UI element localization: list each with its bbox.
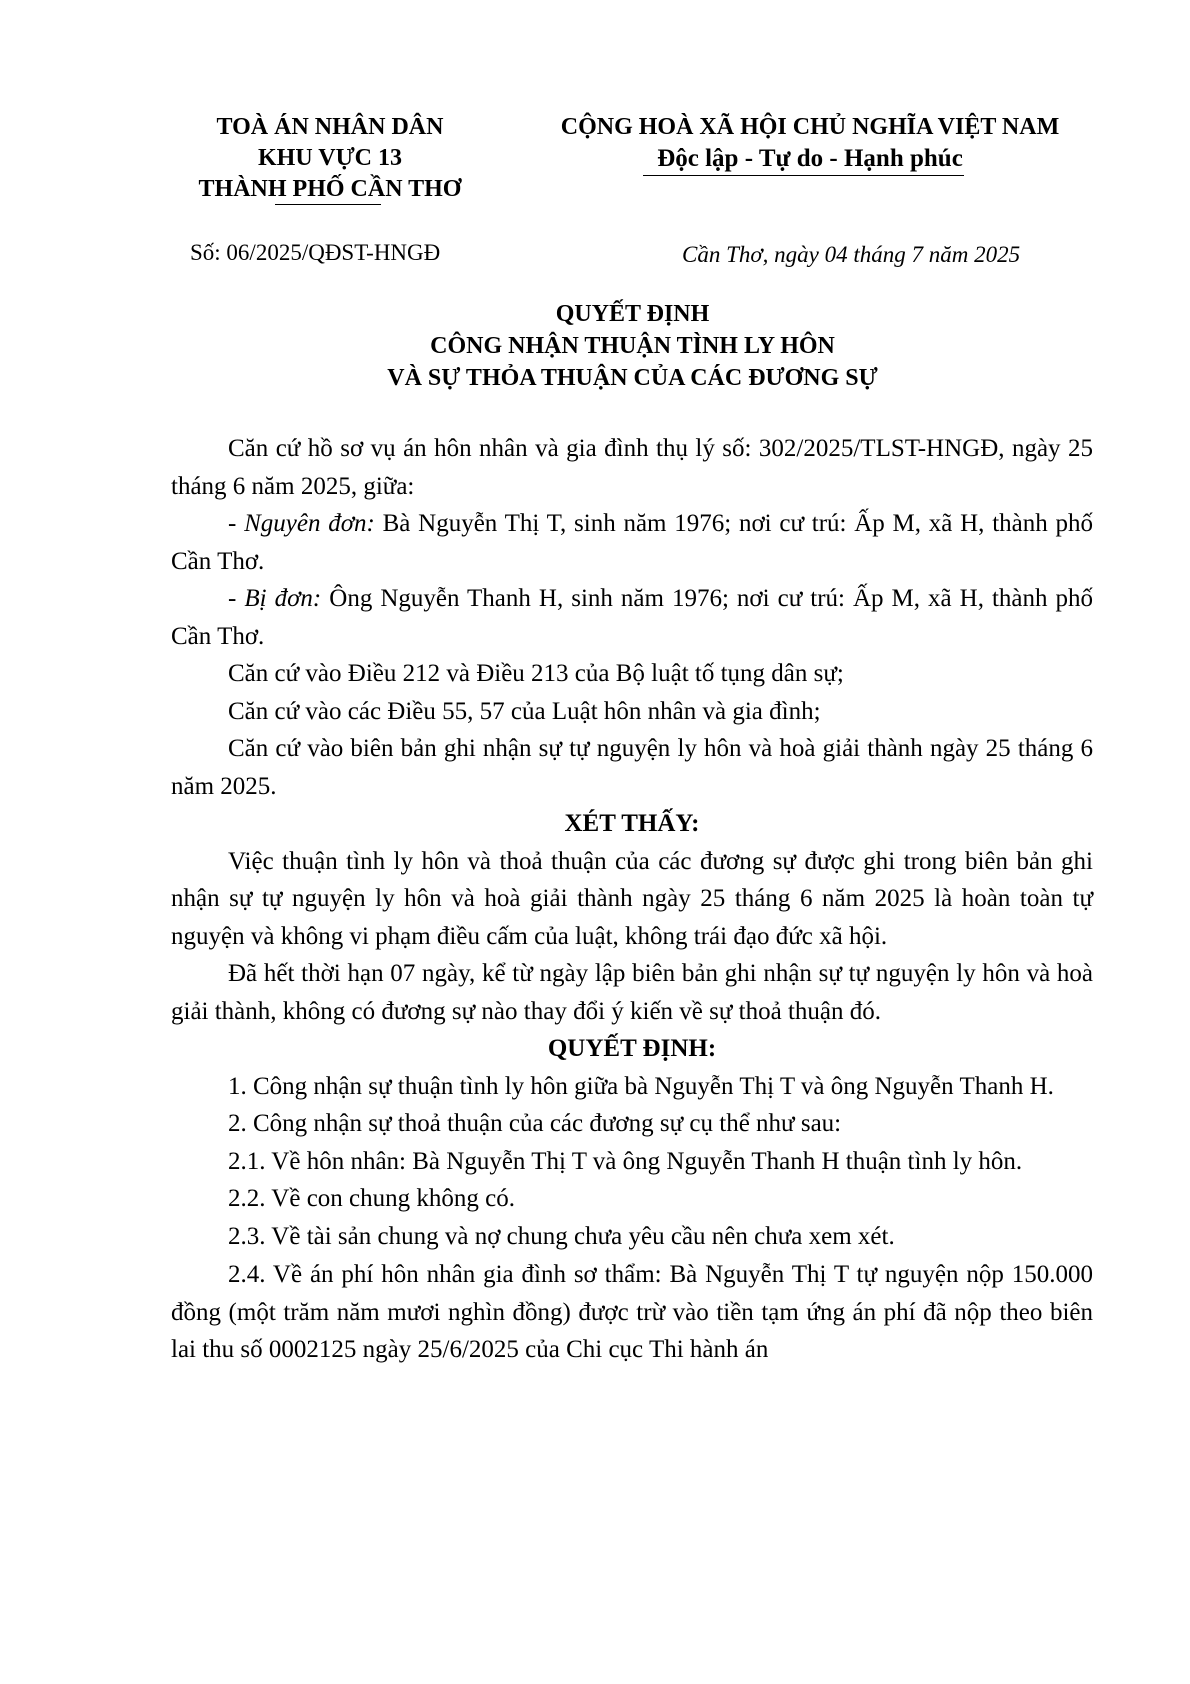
national-header bbox=[530, 112, 1090, 174]
title-line-3: VÀ SỰ THỎA THUẬN CỦA CÁC ĐƯƠNG SỰ bbox=[387, 365, 878, 391]
findings-heading: XÉT THẤY: bbox=[564, 810, 700, 837]
nation-name: CỘNG HOÀ XÃ HỘI CHỦ NGHĨA VIỆT NAM bbox=[560, 114, 1060, 140]
defendant-label: Bị đơn: bbox=[244, 585, 322, 612]
place-date: Cần Thơ, ngày 04 tháng 7 năm 2025 bbox=[682, 242, 1021, 267]
decision-item-1: 1. Công nhận sự thuận tình ly hôn giữa bà Nguyễn Thị T và ông Nguyễn Thanh H. bbox=[228, 1072, 1054, 1100]
national-motto: Độc lập - Tự do - Hạnh phúc bbox=[657, 145, 963, 172]
defendant-paragraph: - Bị đơn: Ông Nguyễn Thanh H, sinh năm 1976; nơi cư trú: Ấp M, xã H, thành phố Cần Thơ. bbox=[171, 585, 1094, 650]
court-city: THÀNH PHỐ CẦN THƠ bbox=[198, 176, 462, 202]
decision-item-2-1: 2.1. Về hôn nhân: Bà Nguyễn Thị T và ông Nguyễn Thanh H thuận tình ly hôn. bbox=[228, 1147, 1023, 1175]
document-body bbox=[171, 430, 1093, 1369]
motto-underline bbox=[643, 175, 964, 176]
findings-paragraph-2: Đã hết thời hạn 07 ngày, kể từ ngày lập biên bản ghi nhận sự tự nguyện ly hôn và hoà giải thành, không có đương sự nào thay đổi ý kiến về sự thoả thuận đó. bbox=[171, 960, 1093, 1025]
court-name: TOÀ ÁN NHÂN DÂN bbox=[216, 114, 444, 140]
defendant-text: Ông Nguyễn Thanh H, sinh năm 1976; nơi cư trú: Ấp M, xã H, thành phố Cần Thơ. bbox=[171, 585, 1094, 650]
decision-item-2-4: 2.4. Về án phí hôn nhân gia đình sơ thẩm: Bà Nguyễn Thị T tự nguyện nộp 150.000 đồng (một trăm năm mươi nghìn đồng) được trừ vào tiền tạm ứng án phí đã nộp theo biên lai thu số 0002125 ngày 25/6/2025 của Chi cục Thi hành án bbox=[171, 1261, 1093, 1363]
court-area: KHU VỰC 13 bbox=[258, 145, 402, 171]
decision-item-2-2: 2.2. Về con chung không có. bbox=[228, 1185, 515, 1212]
document-title bbox=[160, 298, 1105, 394]
document-number: Số: 06/2025/QĐST-HNGĐ bbox=[190, 240, 441, 265]
decision-item-2-3: 2.3. Về tài sản chung và nợ chung chưa yêu cầu nên chưa xem xét. bbox=[228, 1222, 895, 1250]
plaintiff-paragraph: - Nguyên đơn: Bà Nguyễn Thị T, sinh năm 1976; nơi cư trú: Ấp M, xã H, thành phố Cần Thơ. bbox=[171, 510, 1093, 575]
basis-law-2: Căn cứ vào các Điều 55, 57 của Luật hôn nhân và gia đình; bbox=[228, 697, 821, 725]
plaintiff-label: Nguyên đơn: bbox=[244, 510, 375, 537]
title-line-1: QUYẾT ĐỊNH bbox=[555, 301, 710, 327]
title-line-2: CÔNG NHẬN THUẬN TÌNH LY HÔN bbox=[430, 333, 835, 359]
court-underline bbox=[275, 204, 381, 205]
plaintiff-text: Bà Nguyễn Thị T, sinh năm 1976; nơi cư trú: Ấp M, xã H, thành phố Cần Thơ. bbox=[171, 510, 1093, 575]
decision-item-2: 2. Công nhận sự thoả thuận của các đương sự cụ thể như sau: bbox=[228, 1110, 842, 1137]
decision-heading: QUYẾT ĐỊNH: bbox=[547, 1035, 717, 1062]
court-header bbox=[165, 112, 495, 205]
basis-law-1: Căn cứ vào Điều 212 và Điều 213 của Bộ luật tố tụng dân sự; bbox=[228, 660, 844, 687]
basis-case: Căn cứ hồ sơ vụ án hôn nhân và gia đình thụ lý số: 302/2025/TLST-HNGĐ, ngày 25 tháng 6 năm 2025, giữa: bbox=[171, 435, 1093, 500]
findings-paragraph-1: Việc thuận tình ly hôn và thoả thuận của các đương sự được ghi trong biên bản ghi nhận sự tự nguyện ly hôn và hoà giải thành ngày 25 tháng 6 năm 2025 là hoàn toàn tự nguyện và không vi phạm điều cấm của luật, không trái đạo đức xã hội. bbox=[171, 847, 1093, 950]
basis-law-3: Căn cứ vào biên bản ghi nhận sự tự nguyện ly hôn và hoà giải thành ngày 25 tháng 6 năm 2025. bbox=[171, 735, 1093, 800]
